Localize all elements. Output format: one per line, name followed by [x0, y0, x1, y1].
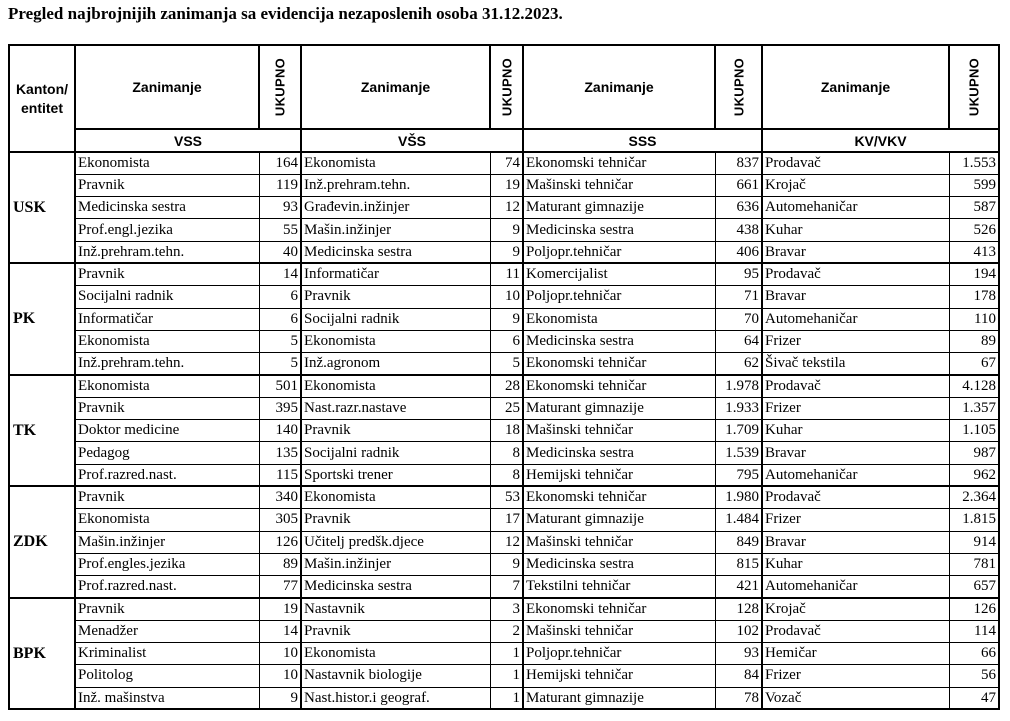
occupation-cell: Poljopr.tehničar [523, 241, 715, 263]
total-cell: 406 [715, 241, 762, 263]
total-cell: 66 [949, 643, 999, 665]
occupation-cell: Kuhar [762, 219, 949, 241]
table-row [9, 353, 999, 375]
total-cell: 599 [949, 174, 999, 196]
total-cell: 77 [259, 576, 301, 598]
occupation-cell: Ekonomista [75, 330, 259, 352]
table-row [9, 308, 999, 330]
total-cell: 9 [490, 553, 523, 575]
total-cell: 1 [490, 643, 523, 665]
occupation-cell: Prodavač [762, 263, 949, 285]
table-row [9, 397, 999, 419]
table-row [9, 330, 999, 352]
total-cell: 1.105 [949, 420, 999, 442]
occupation-cell: Poljopr.tehničar [523, 643, 715, 665]
total-cell: 89 [949, 330, 999, 352]
total-cell: 14 [259, 263, 301, 285]
occupation-cell: Automehaničar [762, 576, 949, 598]
occupation-cell: Krojač [762, 598, 949, 620]
total-cell: 987 [949, 442, 999, 464]
total-cell: 1.539 [715, 442, 762, 464]
occupation-cell: Inž.prehram.tehn. [75, 353, 259, 375]
total-cell: 1.980 [715, 486, 762, 508]
total-cell: 395 [259, 397, 301, 419]
occupation-cell: Pedagog [75, 442, 259, 464]
occupation-cell: Pravnik [75, 397, 259, 419]
occupation-cell: Bravar [762, 442, 949, 464]
total-cell: 10 [259, 665, 301, 687]
total-cell: 84 [715, 665, 762, 687]
total-cell: 1.815 [949, 509, 999, 531]
total-cell: 70 [715, 308, 762, 330]
canton-header [9, 45, 75, 152]
total-cell: 501 [259, 375, 301, 397]
table-row [9, 442, 999, 464]
occupation-cell: Frizer [762, 665, 949, 687]
total-cell: 56 [949, 665, 999, 687]
total-cell: 661 [715, 174, 762, 196]
table-row [9, 219, 999, 241]
occupation-cell: Pravnik [301, 286, 490, 308]
occupation-cell: Medicinska sestra [523, 442, 715, 464]
occupation-cell: Ekonomista [75, 152, 259, 174]
total-cell: 93 [259, 197, 301, 219]
table-row [9, 152, 999, 174]
table-row [9, 576, 999, 598]
occupation-cell: Učitelj predšk.djece [301, 531, 490, 553]
occupation-cell: Ekonomski tehničar [523, 486, 715, 508]
occupation-cell: Mašinski tehničar [523, 174, 715, 196]
total-cell: 53 [490, 486, 523, 508]
level-header-vss: VSS [75, 129, 301, 152]
header-row [9, 45, 999, 129]
table-row [9, 486, 999, 508]
total-cell: 815 [715, 553, 762, 575]
level-header-vss2: VŠS [301, 129, 523, 152]
occupation-cell: Pravnik [301, 420, 490, 442]
occupation-cell: Informatičar [301, 263, 490, 285]
occupation-cell: Mašinski tehničar [523, 531, 715, 553]
occupation-cell: Hemijski tehničar [523, 464, 715, 486]
occupation-cell: Hemijski tehničar [523, 665, 715, 687]
total-cell: 140 [259, 420, 301, 442]
table-row [9, 286, 999, 308]
occupation-cell: Ekonomski tehničar [523, 353, 715, 375]
occupation-cell: Automehaničar [762, 197, 949, 219]
total-cell: 1.553 [949, 152, 999, 174]
canton-label: TK [9, 375, 75, 486]
total-cell: 962 [949, 464, 999, 486]
occupation-cell: Medicinska sestra [523, 330, 715, 352]
occupation-cell: Frizer [762, 509, 949, 531]
total-cell: 194 [949, 263, 999, 285]
total-cell: 11 [490, 263, 523, 285]
occupation-cell: Sportski trener [301, 464, 490, 486]
occupation-cell: Ekonomista [301, 375, 490, 397]
total-cell: 18 [490, 420, 523, 442]
total-cell: 114 [949, 620, 999, 642]
occupation-cell: Inž.prehram.tehn. [301, 174, 490, 196]
occupation-cell: Prodavač [762, 620, 949, 642]
table-row [9, 665, 999, 687]
total-cell: 6 [259, 308, 301, 330]
occupation-cell: Pravnik [75, 598, 259, 620]
occupation-cell: Nastavnik [301, 598, 490, 620]
occupation-cell: Prof.razred.nast. [75, 464, 259, 486]
canton-label: USK [9, 152, 75, 263]
total-cell: 4.128 [949, 375, 999, 397]
occupation-cell: Ekonomski tehničar [523, 375, 715, 397]
occupation-cell: Pravnik [75, 486, 259, 508]
total-header: UKUPNO [259, 45, 301, 129]
occupation-cell: Ekonomista [301, 330, 490, 352]
table-row [9, 464, 999, 486]
occupation-cell: Nastavnik biologije [301, 665, 490, 687]
occupation-cell: Pravnik [301, 620, 490, 642]
page-title: Pregled najbrojnijih zanimanja sa evidencija nezaposlenih osoba 31.12.2023. [8, 4, 563, 23]
occupation-cell: Inž. mašinstva [75, 687, 259, 709]
occupation-cell: Medicinska sestra [523, 219, 715, 241]
occupation-cell: Medicinska sestra [75, 197, 259, 219]
total-cell: 526 [949, 219, 999, 241]
occupation-cell: Ekonomista [523, 308, 715, 330]
level-header-sss: SSS [523, 129, 762, 152]
total-cell: 413 [949, 241, 999, 263]
table-row [9, 531, 999, 553]
total-cell: 636 [715, 197, 762, 219]
total-cell: 837 [715, 152, 762, 174]
table-row [9, 643, 999, 665]
occupation-cell: Građevin.inžinjer [301, 197, 490, 219]
table-row [9, 620, 999, 642]
total-cell: 5 [490, 353, 523, 375]
occupation-cell: Ekonomista [301, 152, 490, 174]
total-cell: 28 [490, 375, 523, 397]
total-cell: 119 [259, 174, 301, 196]
total-cell: 8 [490, 464, 523, 486]
occupation-cell: Poljopr.tehničar [523, 286, 715, 308]
occupation-cell: Informatičar [75, 308, 259, 330]
occupation-cell: Tekstilni tehničar [523, 576, 715, 598]
total-cell: 10 [490, 286, 523, 308]
total-cell: 47 [949, 687, 999, 709]
table-row [9, 197, 999, 219]
occupation-cell: Mašin.inžinjer [75, 531, 259, 553]
total-cell: 3 [490, 598, 523, 620]
occupation-cell: Ekonomista [301, 643, 490, 665]
total-cell: 1.709 [715, 420, 762, 442]
occupation-cell: Kuhar [762, 553, 949, 575]
occupation-cell: Maturant gimnazije [523, 687, 715, 709]
total-cell: 657 [949, 576, 999, 598]
total-cell: 19 [259, 598, 301, 620]
occupations-table [8, 44, 1000, 710]
total-header: UKUPNO [490, 45, 523, 129]
level-row [9, 129, 999, 152]
occupation-cell: Prof.engl.jezika [75, 219, 259, 241]
total-cell: 9 [490, 219, 523, 241]
total-cell: 849 [715, 531, 762, 553]
occupation-cell: Mašin.inžinjer [301, 219, 490, 241]
total-cell: 93 [715, 643, 762, 665]
total-cell: 6 [490, 330, 523, 352]
occupation-cell: Inž.prehram.tehn. [75, 241, 259, 263]
occupation-cell: Maturant gimnazije [523, 509, 715, 531]
total-cell: 340 [259, 486, 301, 508]
occupation-header: Zanimanje [301, 45, 490, 129]
total-cell: 781 [949, 553, 999, 575]
level-header-kv-vkv: KV/VKV [762, 129, 999, 152]
table-row [9, 598, 999, 620]
occupation-cell: Socijalni radnik [75, 286, 259, 308]
occupation-cell: Socijalni radnik [301, 442, 490, 464]
table-row [9, 263, 999, 285]
total-cell: 126 [949, 598, 999, 620]
occupation-header: Zanimanje [523, 45, 715, 129]
occupation-cell: Ekonomista [75, 375, 259, 397]
canton-header-line2: entitet [21, 99, 63, 116]
occupation-cell: Prodavač [762, 152, 949, 174]
total-cell: 67 [949, 353, 999, 375]
occupation-cell: Pravnik [75, 174, 259, 196]
table-body [9, 152, 999, 709]
total-cell: 128 [715, 598, 762, 620]
occupation-cell: Bravar [762, 531, 949, 553]
occupation-cell: Bravar [762, 286, 949, 308]
total-cell: 25 [490, 397, 523, 419]
table-row [9, 241, 999, 263]
total-cell: 9 [490, 241, 523, 263]
total-cell: 62 [715, 353, 762, 375]
occupation-cell: Pravnik [75, 263, 259, 285]
total-cell: 914 [949, 531, 999, 553]
occupation-cell: Medicinska sestra [523, 553, 715, 575]
total-header: UKUPNO [715, 45, 762, 129]
occupation-cell: Frizer [762, 330, 949, 352]
occupation-cell: Automehaničar [762, 464, 949, 486]
total-cell: 438 [715, 219, 762, 241]
total-cell: 12 [490, 197, 523, 219]
total-cell: 14 [259, 620, 301, 642]
total-cell: 1.933 [715, 397, 762, 419]
occupation-cell: Prof.engles.jezika [75, 553, 259, 575]
total-cell: 74 [490, 152, 523, 174]
occupation-cell: Ekonomista [75, 509, 259, 531]
occupation-cell: Mašinski tehničar [523, 620, 715, 642]
total-cell: 12 [490, 531, 523, 553]
total-cell: 9 [490, 308, 523, 330]
total-cell: 135 [259, 442, 301, 464]
total-cell: 89 [259, 553, 301, 575]
total-cell: 126 [259, 531, 301, 553]
occupation-cell: Ekonomista [301, 486, 490, 508]
total-cell: 587 [949, 197, 999, 219]
canton-label: PK [9, 263, 75, 374]
occupation-cell: Prof.razred.nast. [75, 576, 259, 598]
table-row [9, 420, 999, 442]
occupation-cell: Politolog [75, 665, 259, 687]
table-row [9, 509, 999, 531]
occupation-cell: Šivač tekstila [762, 353, 949, 375]
occupation-cell: Maturant gimnazije [523, 197, 715, 219]
occupation-cell: Kuhar [762, 420, 949, 442]
total-cell: 1.357 [949, 397, 999, 419]
total-cell: 19 [490, 174, 523, 196]
table-row [9, 375, 999, 397]
canton-label: BPK [9, 598, 75, 709]
total-cell: 5 [259, 330, 301, 352]
occupation-cell: Prodavač [762, 375, 949, 397]
table-row [9, 687, 999, 709]
total-cell: 1 [490, 687, 523, 709]
occupation-cell: Pravnik [301, 509, 490, 531]
total-cell: 2 [490, 620, 523, 642]
total-cell: 7 [490, 576, 523, 598]
total-cell: 6 [259, 286, 301, 308]
table-row [9, 174, 999, 196]
occupation-cell: Mašinski tehničar [523, 420, 715, 442]
occupation-cell: Medicinska sestra [301, 241, 490, 263]
occupation-cell: Krojač [762, 174, 949, 196]
occupation-cell: Mašin.inžinjer [301, 553, 490, 575]
total-cell: 9 [259, 687, 301, 709]
total-cell: 64 [715, 330, 762, 352]
occupation-cell: Nast.razr.nastave [301, 397, 490, 419]
canton-label: ZDK [9, 486, 75, 597]
occupation-cell: Ekonomski tehničar [523, 152, 715, 174]
total-cell: 305 [259, 509, 301, 531]
occupation-cell: Nast.histor.i geograf. [301, 687, 490, 709]
occupation-cell: Doktor medicine [75, 420, 259, 442]
total-cell: 17 [490, 509, 523, 531]
total-cell: 178 [949, 286, 999, 308]
total-cell: 78 [715, 687, 762, 709]
total-cell: 110 [949, 308, 999, 330]
total-cell: 2.364 [949, 486, 999, 508]
occupation-cell: Automehaničar [762, 308, 949, 330]
total-cell: 10 [259, 643, 301, 665]
occupation-header: Zanimanje [75, 45, 259, 129]
occupation-cell: Menadžer [75, 620, 259, 642]
occupation-cell: Prodavač [762, 486, 949, 508]
occupation-cell: Maturant gimnazije [523, 397, 715, 419]
total-cell: 164 [259, 152, 301, 174]
total-cell: 55 [259, 219, 301, 241]
occupation-cell: Medicinska sestra [301, 576, 490, 598]
occupation-cell: Socijalni radnik [301, 308, 490, 330]
occupation-cell: Vozač [762, 687, 949, 709]
occupation-cell: Bravar [762, 241, 949, 263]
occupation-cell: Kriminalist [75, 643, 259, 665]
total-cell: 40 [259, 241, 301, 263]
total-cell: 5 [259, 353, 301, 375]
occupation-header: Zanimanje [762, 45, 949, 129]
total-cell: 1.484 [715, 509, 762, 531]
total-cell: 8 [490, 442, 523, 464]
occupation-cell: Ekonomski tehničar [523, 598, 715, 620]
occupation-cell: Komercijalist [523, 263, 715, 285]
total-cell: 795 [715, 464, 762, 486]
total-cell: 115 [259, 464, 301, 486]
total-cell: 95 [715, 263, 762, 285]
total-cell: 1.978 [715, 375, 762, 397]
total-header: UKUPNO [949, 45, 999, 129]
table-row [9, 553, 999, 575]
total-cell: 102 [715, 620, 762, 642]
occupation-cell: Frizer [762, 397, 949, 419]
occupation-cell: Hemičar [762, 643, 949, 665]
occupation-cell: Inž.agronom [301, 353, 490, 375]
canton-header-line1: Kanton/ [15, 80, 69, 97]
total-cell: 1 [490, 665, 523, 687]
total-cell: 421 [715, 576, 762, 598]
total-cell: 71 [715, 286, 762, 308]
